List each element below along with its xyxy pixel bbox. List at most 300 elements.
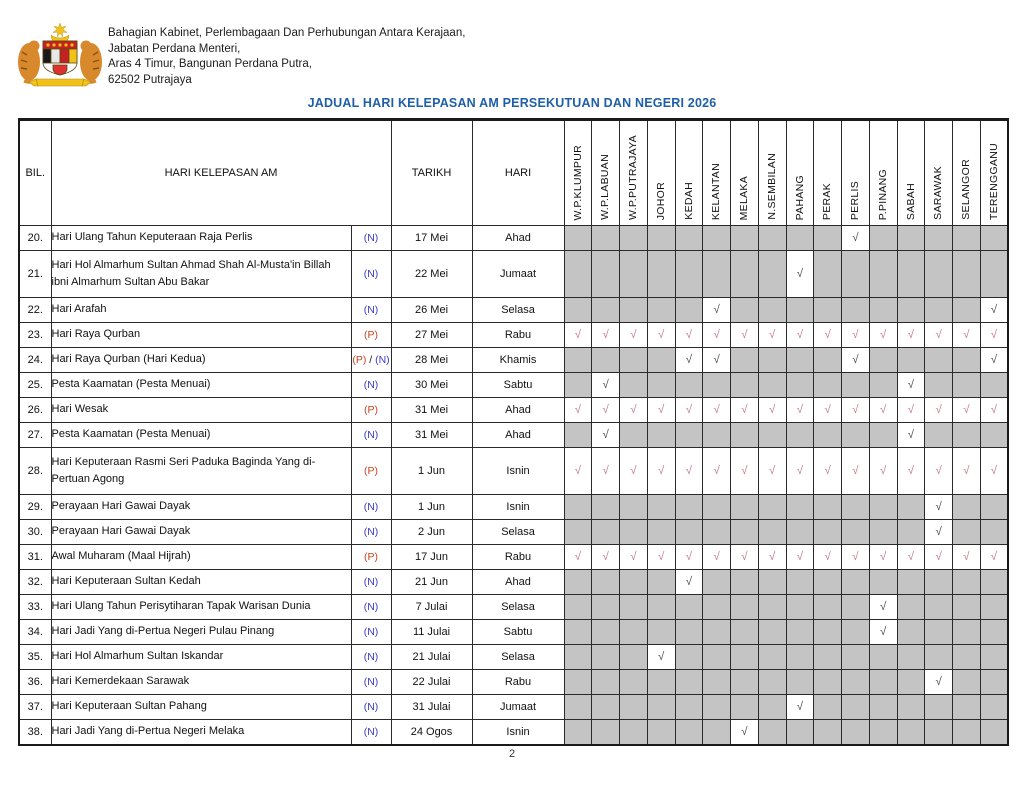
holiday-name: Hari Hol Almarhum Sultan Ahmad Shah Al-Musta'in Billah ibni Almarhum Sultan Abu Bakar: [51, 251, 351, 298]
holiday-type-badge: (P): [351, 323, 391, 348]
check-mark: √: [602, 404, 609, 416]
holiday-name: Hari Hol Almarhum Sultan Iskandar: [51, 645, 351, 670]
state-cell-selangor: [953, 595, 981, 620]
state-cell-melaka: [731, 448, 759, 495]
state-cell-kelantan: [703, 448, 731, 495]
col-header-state-sabah: SABAH: [897, 120, 925, 226]
state-cell-kedah: [675, 595, 703, 620]
row-number: 29.: [19, 495, 51, 520]
holiday-name: Hari Keputeraan Sultan Pahang: [51, 695, 351, 720]
state-cell-w-p-labuan: [592, 423, 620, 448]
state-cell-sarawak: [925, 348, 953, 373]
state-cell-johor: [647, 251, 675, 298]
state-cell-kedah: [675, 398, 703, 423]
state-cell-selangor: [953, 570, 981, 595]
holiday-date: 22 Mei: [391, 251, 472, 298]
state-cell-w-p-klumpur: [564, 298, 592, 323]
state-cell-w-p-klumpur: [564, 373, 592, 398]
holiday-day: Jumaat: [472, 695, 564, 720]
holiday-type-badge: (P): [351, 545, 391, 570]
check-mark: √: [907, 329, 915, 341]
row-number: 30.: [19, 520, 51, 545]
state-cell-perak: [814, 720, 842, 746]
check-mark: √: [907, 379, 915, 391]
state-cell-perak: [814, 645, 842, 670]
state-cell-p-pinang: [869, 226, 897, 251]
state-cell-sabah: [897, 423, 925, 448]
state-cell-sarawak: [925, 373, 953, 398]
state-cell-johor: [647, 595, 675, 620]
state-cell-melaka: [731, 695, 759, 720]
check-mark: √: [630, 551, 637, 563]
check-mark: √: [574, 465, 582, 477]
state-cell-w-p-klumpur: [564, 348, 592, 373]
check-mark: √: [630, 329, 637, 341]
holiday-row-24: [19, 348, 1008, 373]
state-cell-w-p-putrajaya: [620, 251, 648, 298]
state-cell-w-p-putrajaya: [620, 670, 648, 695]
state-cell-perlis: [842, 348, 870, 373]
state-cell-pahang: [786, 226, 814, 251]
holiday-name: Hari Ulang Tahun Keputeraan Raja Perlis: [51, 226, 351, 251]
holiday-date: 21 Jun: [391, 570, 472, 595]
state-cell-p-pinang: [869, 495, 897, 520]
check-mark: √: [879, 601, 887, 613]
state-cell-n-sembilan: [758, 373, 786, 398]
holiday-date: 1 Jun: [391, 495, 472, 520]
state-cell-kelantan: [703, 720, 731, 746]
state-cell-terengganu: [980, 226, 1008, 251]
col-header-state-kelantan: KELANTAN: [703, 120, 731, 226]
state-cell-w-p-labuan: [592, 226, 620, 251]
org-address-block: [108, 26, 465, 88]
state-cell-w-p-putrajaya: [620, 423, 648, 448]
check-mark: √: [852, 551, 859, 563]
state-cell-pahang: [786, 348, 814, 373]
check-mark: √: [685, 404, 693, 416]
state-cell-kedah: [675, 570, 703, 595]
state-cell-kelantan: [703, 645, 731, 670]
holiday-name: Hari Keputeraan Rasmi Seri Paduka Baginda Yang di-Pertuan Agong: [51, 448, 351, 495]
state-cell-w-p-labuan: [592, 398, 620, 423]
state-cell-kedah: [675, 645, 703, 670]
state-cell-kelantan: [703, 323, 731, 348]
row-number: 28.: [19, 448, 51, 495]
state-cell-kelantan: [703, 373, 731, 398]
state-cell-kedah: [675, 670, 703, 695]
check-mark: √: [935, 501, 942, 513]
state-cell-w-p-labuan: [592, 448, 620, 495]
check-mark: √: [796, 701, 804, 713]
state-cell-perlis: [842, 570, 870, 595]
holiday-day: Selasa: [472, 595, 564, 620]
check-mark: √: [630, 404, 637, 416]
state-cell-sabah: [897, 570, 925, 595]
state-cell-w-p-labuan: [592, 495, 620, 520]
state-cell-n-sembilan: [758, 226, 786, 251]
state-cell-melaka: [731, 545, 759, 570]
holiday-day: Ahad: [472, 226, 564, 251]
holiday-day: Ahad: [472, 570, 564, 595]
holiday-type-badge: (P): [351, 398, 391, 423]
state-cell-johor: [647, 423, 675, 448]
holidays-table: [18, 118, 1009, 746]
state-cell-w-p-putrajaya: [620, 495, 648, 520]
state-cell-sabah: [897, 720, 925, 746]
check-mark: √: [852, 329, 859, 341]
state-cell-selangor: [953, 373, 981, 398]
check-mark: √: [990, 551, 998, 563]
holiday-name: Hari Jadi Yang di-Pertua Negeri Pulau Pinang: [51, 620, 351, 645]
state-cell-kedah: [675, 373, 703, 398]
col-header-state-terengganu: TERENGGANU: [980, 120, 1008, 226]
check-mark: √: [879, 626, 887, 638]
state-cell-melaka: [731, 423, 759, 448]
holiday-day: Isnin: [472, 495, 564, 520]
holiday-date: 31 Julai: [391, 695, 472, 720]
check-mark: √: [963, 551, 970, 563]
state-cell-sabah: [897, 495, 925, 520]
check-mark: √: [574, 551, 582, 563]
state-cell-pahang: [786, 520, 814, 545]
state-cell-p-pinang: [869, 298, 897, 323]
state-cell-n-sembilan: [758, 670, 786, 695]
check-mark: √: [768, 404, 776, 416]
check-mark: √: [935, 551, 942, 563]
holiday-type-badge: (N): [351, 298, 391, 323]
check-mark: √: [852, 465, 859, 477]
col-header-state-perak: PERAK: [814, 120, 842, 226]
state-cell-kelantan: [703, 520, 731, 545]
check-mark: √: [713, 404, 720, 416]
check-mark: √: [657, 329, 665, 341]
state-cell-johor: [647, 670, 675, 695]
state-cell-kelantan: [703, 251, 731, 298]
state-cell-terengganu: [980, 348, 1008, 373]
state-cell-sabah: [897, 251, 925, 298]
holiday-type-badge: (N): [351, 720, 391, 746]
state-cell-kelantan: [703, 495, 731, 520]
holiday-row-26: [19, 398, 1008, 423]
state-cell-perlis: [842, 520, 870, 545]
state-cell-perlis: [842, 373, 870, 398]
holiday-date: 31 Mei: [391, 398, 472, 423]
malaysia-coat-of-arms-logo: [16, 22, 104, 95]
state-cell-w-p-klumpur: [564, 545, 592, 570]
state-cell-pahang: [786, 695, 814, 720]
check-mark: √: [602, 551, 609, 563]
state-cell-w-p-putrajaya: [620, 645, 648, 670]
state-cell-johor: [647, 720, 675, 746]
check-mark: √: [602, 429, 609, 441]
holiday-date: 1 Jun: [391, 448, 472, 495]
state-cell-perlis: [842, 670, 870, 695]
holiday-row-27: [19, 423, 1008, 448]
col-header-state-johor: JOHOR: [647, 120, 675, 226]
check-mark: √: [602, 465, 609, 477]
state-cell-perlis: [842, 545, 870, 570]
check-mark: √: [657, 651, 665, 663]
state-cell-johor: [647, 570, 675, 595]
row-number: 24.: [19, 348, 51, 373]
holiday-name: Perayaan Hari Gawai Dayak: [51, 520, 351, 545]
check-mark: √: [963, 404, 970, 416]
state-cell-sarawak: [925, 695, 953, 720]
state-cell-p-pinang: [869, 545, 897, 570]
state-cell-w-p-putrajaya: [620, 695, 648, 720]
state-cell-w-p-putrajaya: [620, 620, 648, 645]
state-cell-sabah: [897, 323, 925, 348]
state-cell-sarawak: [925, 448, 953, 495]
state-cell-w-p-klumpur: [564, 448, 592, 495]
state-cell-w-p-putrajaya: [620, 373, 648, 398]
holiday-row-36: [19, 670, 1008, 695]
check-mark: √: [574, 329, 582, 341]
state-cell-p-pinang: [869, 670, 897, 695]
state-cell-pahang: [786, 545, 814, 570]
state-cell-perak: [814, 545, 842, 570]
state-cell-n-sembilan: [758, 348, 786, 373]
state-cell-sabah: [897, 448, 925, 495]
holiday-date: 31 Mei: [391, 423, 472, 448]
state-cell-perak: [814, 398, 842, 423]
holiday-day: Rabu: [472, 545, 564, 570]
row-number: 36.: [19, 670, 51, 695]
state-cell-w-p-putrajaya: [620, 226, 648, 251]
state-cell-perak: [814, 226, 842, 251]
state-cell-w-p-klumpur: [564, 423, 592, 448]
state-cell-perak: [814, 423, 842, 448]
state-cell-melaka: [731, 595, 759, 620]
state-cell-kelantan: [703, 226, 731, 251]
row-number: 32.: [19, 570, 51, 595]
state-cell-selangor: [953, 645, 981, 670]
col-header-state-w-p-klumpur: W.P.KLUMPUR: [564, 120, 592, 226]
check-mark: √: [907, 404, 915, 416]
row-number: 23.: [19, 323, 51, 348]
state-cell-terengganu: [980, 620, 1008, 645]
holiday-name: Hari Arafah: [51, 298, 351, 323]
state-cell-terengganu: [980, 695, 1008, 720]
state-cell-w-p-klumpur: [564, 670, 592, 695]
holiday-type-badge: (P) / (N): [351, 348, 391, 373]
check-mark: √: [990, 354, 998, 366]
holiday-type-badge: (N): [351, 520, 391, 545]
page-number: 2: [508, 748, 516, 760]
state-cell-selangor: [953, 398, 981, 423]
state-cell-n-sembilan: [758, 520, 786, 545]
state-cell-terengganu: [980, 398, 1008, 423]
state-cell-pahang: [786, 720, 814, 746]
state-cell-pahang: [786, 373, 814, 398]
state-cell-w-p-labuan: [592, 620, 620, 645]
state-cell-johor: [647, 348, 675, 373]
holiday-row-38: [19, 720, 1008, 746]
check-mark: √: [824, 404, 831, 416]
holiday-row-35: [19, 645, 1008, 670]
col-header-day: HARI: [472, 120, 564, 226]
check-mark: √: [713, 551, 720, 563]
state-cell-p-pinang: [869, 645, 897, 670]
state-cell-w-p-klumpur: [564, 520, 592, 545]
state-cell-kedah: [675, 423, 703, 448]
holiday-date: 27 Mei: [391, 323, 472, 348]
state-cell-w-p-labuan: [592, 520, 620, 545]
holiday-date: 11 Julai: [391, 620, 472, 645]
state-cell-melaka: [731, 298, 759, 323]
holiday-row-30: [19, 520, 1008, 545]
page-title: JADUAL HARI KELEPASAN AM PERSEKUTUAN DAN NEGERI 2026: [307, 96, 717, 110]
holiday-type-badge: (N): [351, 373, 391, 398]
state-cell-terengganu: [980, 373, 1008, 398]
check-mark: √: [963, 465, 970, 477]
state-cell-johor: [647, 448, 675, 495]
check-mark: √: [602, 329, 609, 341]
state-cell-kedah: [675, 226, 703, 251]
state-cell-kelantan: [703, 670, 731, 695]
check-mark: √: [824, 465, 831, 477]
holiday-row-34: [19, 620, 1008, 645]
state-cell-kelantan: [703, 298, 731, 323]
state-cell-n-sembilan: [758, 495, 786, 520]
holiday-name: Pesta Kaamatan (Pesta Menuai): [51, 423, 351, 448]
holiday-name: Hari Jadi Yang di-Pertua Negeri Melaka: [51, 720, 351, 746]
state-cell-sarawak: [925, 323, 953, 348]
state-cell-n-sembilan: [758, 545, 786, 570]
state-cell-kedah: [675, 495, 703, 520]
holiday-date: 7 Julai: [391, 595, 472, 620]
state-cell-perak: [814, 495, 842, 520]
state-cell-perak: [814, 348, 842, 373]
state-cell-melaka: [731, 645, 759, 670]
holiday-type-badge: (N): [351, 620, 391, 645]
state-cell-w-p-klumpur: [564, 398, 592, 423]
state-cell-sarawak: [925, 251, 953, 298]
state-cell-p-pinang: [869, 251, 897, 298]
check-mark: √: [824, 551, 831, 563]
holiday-type-badge: (N): [351, 595, 391, 620]
coat-of-arms-icon: [16, 22, 104, 90]
check-mark: √: [685, 465, 693, 477]
state-cell-n-sembilan: [758, 323, 786, 348]
state-cell-sarawak: [925, 720, 953, 746]
state-cell-kedah: [675, 720, 703, 746]
state-cell-kelantan: [703, 545, 731, 570]
state-cell-w-p-putrajaya: [620, 298, 648, 323]
state-cell-w-p-putrajaya: [620, 595, 648, 620]
col-header-state-melaka: MELAKA: [731, 120, 759, 226]
state-cell-sarawak: [925, 595, 953, 620]
state-cell-johor: [647, 520, 675, 545]
holiday-day: Selasa: [472, 645, 564, 670]
state-cell-w-p-klumpur: [564, 226, 592, 251]
state-cell-terengganu: [980, 670, 1008, 695]
check-mark: √: [935, 465, 942, 477]
row-number: 33.: [19, 595, 51, 620]
state-cell-melaka: [731, 720, 759, 746]
state-cell-perak: [814, 670, 842, 695]
check-mark: √: [685, 576, 693, 588]
state-cell-selangor: [953, 620, 981, 645]
state-cell-n-sembilan: [758, 645, 786, 670]
state-cell-sarawak: [925, 423, 953, 448]
holiday-name: Awal Muharam (Maal Hijrah): [51, 545, 351, 570]
state-cell-terengganu: [980, 298, 1008, 323]
state-cell-sabah: [897, 545, 925, 570]
state-cell-terengganu: [980, 570, 1008, 595]
state-cell-p-pinang: [869, 423, 897, 448]
state-cell-melaka: [731, 520, 759, 545]
row-number: 34.: [19, 620, 51, 645]
state-cell-sabah: [897, 398, 925, 423]
state-cell-pahang: [786, 495, 814, 520]
holiday-name: Perayaan Hari Gawai Dayak: [51, 495, 351, 520]
check-mark: √: [990, 304, 998, 316]
holiday-day: Rabu: [472, 670, 564, 695]
state-cell-sarawak: [925, 495, 953, 520]
state-cell-terengganu: [980, 323, 1008, 348]
state-cell-n-sembilan: [758, 251, 786, 298]
state-cell-w-p-labuan: [592, 645, 620, 670]
state-cell-w-p-putrajaya: [620, 323, 648, 348]
holiday-row-33: [19, 595, 1008, 620]
table-header-row: [19, 120, 1008, 226]
check-mark: √: [741, 465, 748, 477]
check-mark: √: [657, 465, 665, 477]
state-cell-pahang: [786, 448, 814, 495]
state-cell-w-p-labuan: [592, 348, 620, 373]
col-header-state-p-pinang: P.PINANG: [869, 120, 897, 226]
holiday-name: Pesta Kaamatan (Pesta Menuai): [51, 373, 351, 398]
check-mark: √: [852, 354, 859, 366]
row-number: 37.: [19, 695, 51, 720]
state-cell-selangor: [953, 423, 981, 448]
state-cell-n-sembilan: [758, 595, 786, 620]
row-number: 31.: [19, 545, 51, 570]
holiday-date: 17 Mei: [391, 226, 472, 251]
state-cell-melaka: [731, 373, 759, 398]
holiday-row-31: [19, 545, 1008, 570]
state-cell-perlis: [842, 495, 870, 520]
check-mark: √: [713, 329, 720, 341]
state-cell-perlis: [842, 226, 870, 251]
check-mark: √: [963, 329, 970, 341]
org-line: Bahagian Kabinet, Perlembagaan Dan Perhubungan Antara Kerajaan,: [108, 27, 466, 39]
state-cell-kedah: [675, 520, 703, 545]
state-cell-sabah: [897, 695, 925, 720]
check-mark: √: [852, 232, 859, 244]
check-mark: √: [935, 676, 942, 688]
holiday-name: Hari Kemerdekaan Sarawak: [51, 670, 351, 695]
state-cell-p-pinang: [869, 720, 897, 746]
state-cell-sabah: [897, 373, 925, 398]
check-mark: √: [574, 404, 582, 416]
check-mark: √: [907, 551, 915, 563]
state-cell-w-p-klumpur: [564, 323, 592, 348]
state-cell-w-p-putrajaya: [620, 545, 648, 570]
check-mark: √: [935, 526, 942, 538]
check-mark: √: [796, 465, 804, 477]
state-cell-sarawak: [925, 226, 953, 251]
holiday-row-37: [19, 695, 1008, 720]
state-cell-w-p-labuan: [592, 545, 620, 570]
col-header-date: TARIKH: [391, 120, 472, 226]
state-cell-johor: [647, 398, 675, 423]
state-cell-perak: [814, 251, 842, 298]
state-cell-perlis: [842, 323, 870, 348]
check-mark: √: [685, 354, 693, 366]
check-mark: √: [879, 551, 887, 563]
